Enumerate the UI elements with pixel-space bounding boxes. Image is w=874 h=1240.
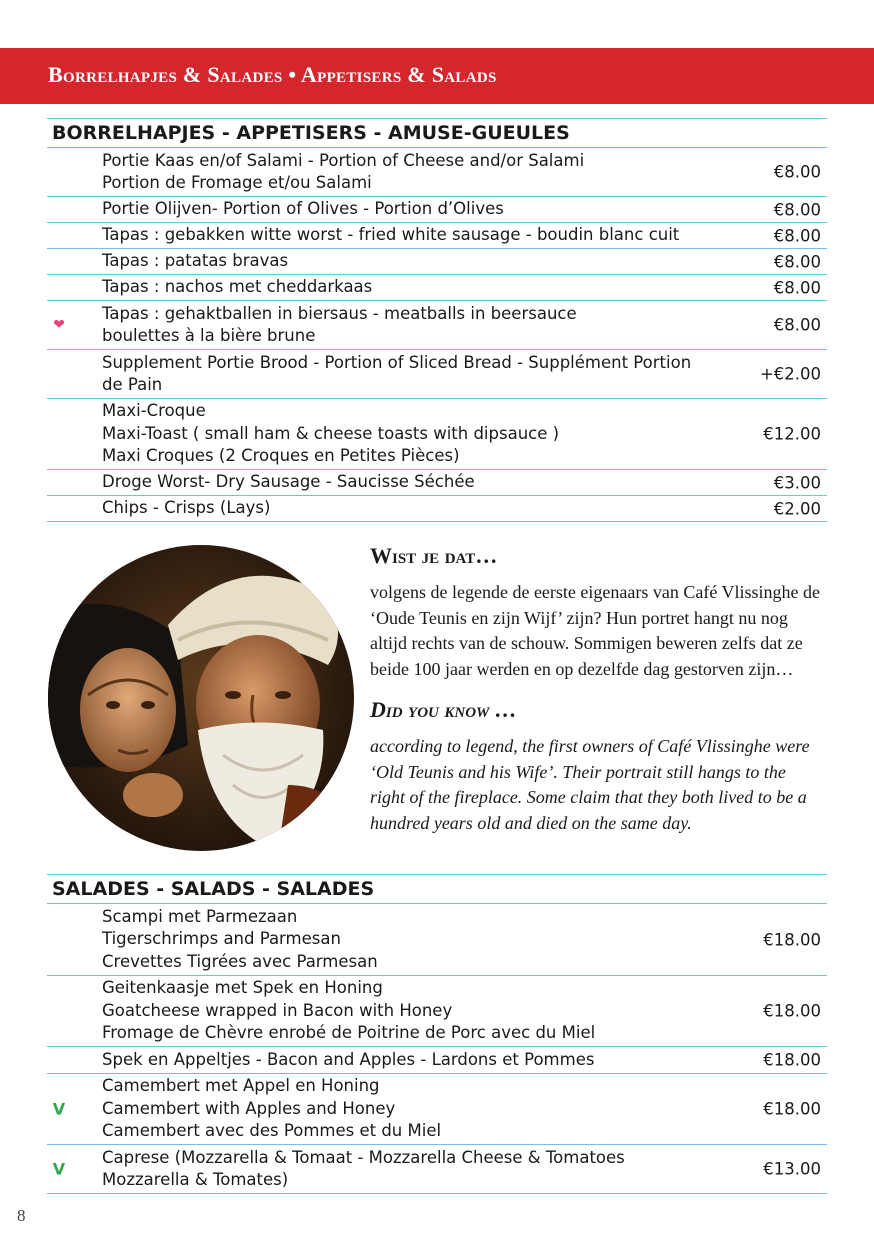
item-line: Goatcheese wrapped in Bacon with Honey [102, 1000, 453, 1020]
menu-item [47, 350, 827, 399]
item-price: €18.00 [763, 930, 821, 949]
menu-item [47, 470, 827, 496]
item-line: Portie Kaas en/of Salami - Portion of Cheese and/or Salami [102, 150, 585, 170]
item-price: €18.00 [763, 1050, 821, 1070]
menu-item [47, 1047, 827, 1074]
item-price: €13.00 [763, 1159, 821, 1179]
item-line: Maxi-Toast ( small ham & cheese toasts with dipsauce ) [102, 423, 560, 443]
item-line: Camembert with Apples and Honey [102, 1098, 396, 1118]
item-price: €8.00 [773, 252, 821, 271]
menu-item [47, 904, 827, 976]
menu-item [47, 197, 827, 223]
item-price: €8.00 [773, 226, 821, 245]
item-line: Fromage de Chèvre enrobé de Poitrine de Porc avec du Miel [102, 1023, 596, 1043]
item-line: Maxi-Croque [102, 401, 206, 421]
item-line: Portion de Fromage et/ou Salami [102, 173, 372, 192]
item-description [102, 1147, 712, 1192]
item-line: Tapas : patatas bravas [102, 251, 289, 271]
item-line: Camembert avec des Pommes et du Miel [102, 1121, 442, 1141]
item-description [102, 224, 712, 247]
item-description [102, 977, 712, 1045]
item-description [102, 276, 712, 299]
article-title-en: Did you know … [370, 697, 517, 722]
item-description [102, 400, 712, 468]
article-text-en: according to legend, the first owners of Café Vlissinghe were ‘Old Teunis and his Wife’. Their portrait still hangs to the right of the fireplace. Some claim that they both lived to be a hundred years old and died on the same day. [370, 736, 810, 833]
item-line: Mozzarella & Tomates) [102, 1170, 289, 1189]
item-price: €2.00 [773, 499, 821, 518]
item-line: Supplement Portie Brood - Portion of Sliced Bread - Supplément Portion [102, 352, 692, 372]
item-price: €18.00 [763, 1099, 821, 1119]
item-line: Tigerschrimps and Parmesan [102, 929, 341, 949]
item-line: Scampi met Parmezaan [102, 906, 298, 926]
menu-item [47, 275, 827, 301]
item-price: +€2.00 [759, 364, 821, 384]
item-price: €8.00 [773, 278, 821, 297]
item-description [102, 150, 712, 195]
menu-item [47, 399, 827, 470]
item-line: Geitenkaasje met Spek en Honing [102, 978, 383, 998]
item-description [102, 497, 712, 520]
item-line: Spek en Appeltjes - Bacon and Apples - Lardons et Pommes [102, 1049, 595, 1069]
item-line: Chips - Crisps (Lays) [102, 498, 271, 518]
vegetarian-icon: V [52, 1099, 66, 1119]
item-line: Caprese (Mozzarella & Tomaat - Mozzarella Cheese & Tomatoes [102, 1147, 625, 1167]
menu-item [47, 1074, 827, 1145]
item-description [102, 1049, 712, 1072]
item-line: de Pain [102, 375, 163, 394]
page-title: Borrelhapjes & Salades • Appetisers & Salads [48, 62, 497, 87]
section-title-appetisers: BORRELHAPJES - APPETISERS - AMUSE-GUEULES [47, 118, 827, 148]
menu-item [47, 496, 827, 522]
item-line: Maxi Croques (2 Croques en Petites Pièces) [102, 446, 460, 466]
article-text-nl: volgens de legende de eerste eigenaars van Café Vlissinghe de ‘Oude Teunis en zijn Wijf’ zijn? Hun portret hangt nu nog altijd rechts van de schouw. Sommigen beweren zelfs dat ze beide 100 jaar werden en op dezelfde dag gestorven zijn… [370, 582, 820, 679]
item-line: Tapas : gehaktballen in biersaus - meatballs in beersauce [102, 303, 577, 323]
article-title-nl: Wist je dat… [370, 543, 498, 568]
item-price: €8.00 [773, 162, 821, 182]
header-banner [0, 48, 874, 104]
menu-item [47, 148, 827, 197]
item-description [102, 471, 712, 494]
item-line: Tapas : gebakken witte worst - fried white sausage - boudin blanc cuit [102, 225, 680, 245]
item-line: Crevettes Tigrées avec Parmesan [102, 951, 378, 971]
item-description [102, 1075, 712, 1143]
menu-item [47, 249, 827, 275]
item-line: Tapas : nachos met cheddarkaas [102, 277, 373, 297]
item-description [102, 906, 712, 974]
page-number: 8 [17, 1206, 26, 1225]
item-line: boulettes à la bière brune [102, 326, 316, 345]
salads-section [47, 874, 827, 1194]
item-line: Droge Worst- Dry Sausage - Saucisse Séchée [102, 472, 475, 492]
item-price: €8.00 [773, 200, 821, 219]
appetisers-section [47, 118, 827, 522]
heart-icon: ❤ [53, 317, 65, 333]
item-description [102, 352, 712, 397]
portrait-illustration [48, 545, 354, 851]
item-price: €3.00 [773, 473, 821, 492]
menu-item [47, 301, 827, 350]
menu-item [47, 976, 827, 1047]
portrait-image [48, 545, 354, 851]
item-price: €12.00 [763, 424, 821, 444]
section-title-salads: SALADES - SALADS - SALADES [47, 874, 827, 904]
item-description [102, 303, 712, 348]
item-line: Camembert met Appel en Honing [102, 1076, 380, 1096]
did-you-know-article [370, 538, 820, 846]
item-price: €18.00 [763, 1001, 821, 1021]
vegetarian-icon: V [52, 1159, 66, 1179]
menu-item [47, 223, 827, 249]
item-line: Portie Olijven- Portion of Olives - Portion d’Olives [102, 199, 504, 219]
item-description [102, 198, 712, 221]
menu-item [47, 1145, 827, 1194]
item-price: €8.00 [773, 315, 821, 335]
item-description [102, 250, 712, 273]
